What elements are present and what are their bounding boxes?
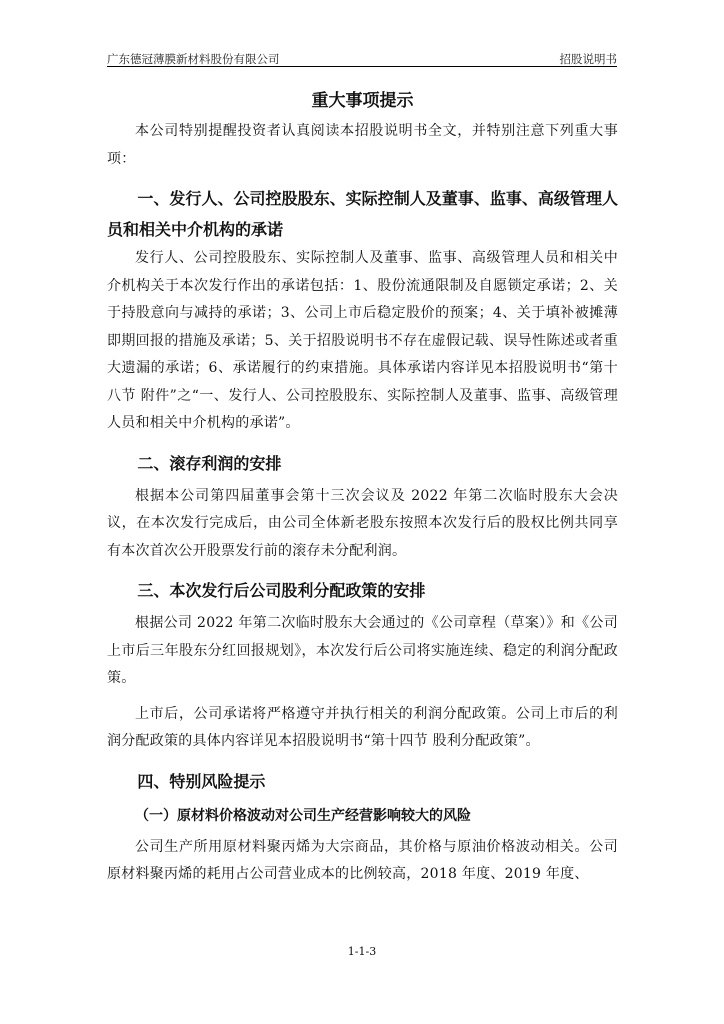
section3-body2: 上市后，公司承诺将严格遵守并执行相关的利润分配政策。公司上市后的利润分配政策的具体内容详见本招股说明书“第十四节 股利分配政策”。 — [107, 705, 618, 749]
section1-body: 发行人、公司控股股东、实际控制人及董事、监事、高级管理人员和相关中介机构关于本次发行作出的承诺包括：1、股份流通限制及自愿锁定承诺；2、关于持股意向与减持的承诺；3、公司上市后稳定股价的预案；4、关于填补被摊薄即期回报的措施及承诺；5、关于招股说明书不存在虚假记载、误导性陈述或者重大遗漏的承诺；6、承诺履行的约束措施。具体承诺内容详见本招股说明书“第十八节 附件”之“一、发行人、公司控股股东、实际控制人及董事、监事、高级管理人员和相关中介机构的承诺”。 — [107, 250, 618, 431]
header-doc-type: 招股说明书 — [559, 52, 617, 66]
page-header — [107, 51, 617, 71]
section4-sub1-heading: （一）原材料价格波动对公司生产经营影响较大的风险 — [135, 807, 471, 824]
section4-sub1-body: 公司生产所用原材料聚丙烯为大宗商品，其价格与原油价格波动相关。公司原材料聚丙烯的耗用占公司营业成本的比例较高，2018 年度、2019 年度、 — [107, 838, 618, 882]
page-body — [107, 84, 618, 889]
intro-paragraph: 本公司特别提醒投资者认真阅读本招股说明书全文，并特别注意下列重大事项： — [107, 123, 618, 167]
section1-heading: 一、发行人、公司控股股东、实际控制人及董事、监事、高级管理人员和相关中介机构的承诺 — [107, 189, 618, 239]
section2-heading: 二、滚存利润的安排 — [137, 453, 282, 473]
page-title: 重大事项提示 — [311, 91, 414, 111]
section3-body1: 根据公司 2022 年第二次临时股东大会通过的《公司章程（草案）》和《公司上市后三年股东分红回报规划》，本次发行后公司将实施连续、稳定的利润分配政策。 — [107, 615, 618, 686]
section3-heading: 三、本次发行后公司股利分配政策的安排 — [137, 581, 426, 600]
header-company: 广东德冠薄膜新材料股份有限公司 — [107, 52, 280, 66]
header-rule — [107, 66, 617, 67]
section2-body: 根据本公司第四届董事会第十三次会议及 2022 年第二次临时股东大会决议，在本次发行完成后，由公司全体新老股东按照本次发行后的股权比例共同享有本次首次公开股票发行前的滚存未分配利润。 — [107, 487, 618, 559]
section4-heading: 四、特别风险提示 — [137, 771, 266, 791]
page-number: 1-1-3 — [347, 945, 377, 958]
